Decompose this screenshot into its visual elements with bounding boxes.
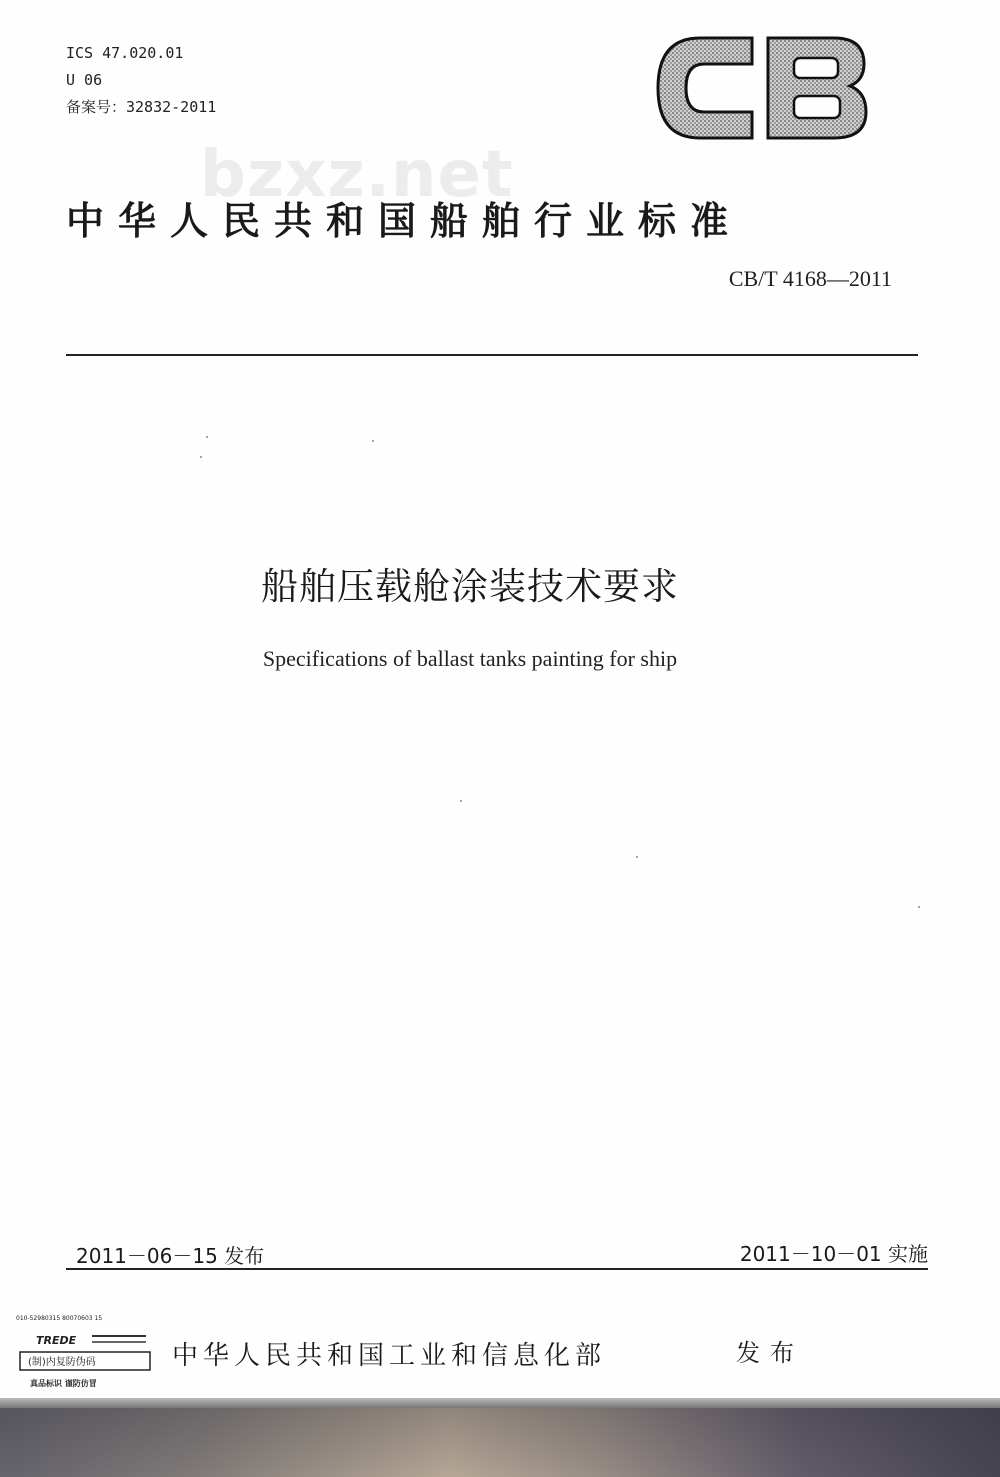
header-divider bbox=[66, 354, 918, 356]
scan-speck bbox=[200, 456, 202, 458]
scan-speck bbox=[372, 440, 374, 442]
footer-divider bbox=[66, 1268, 928, 1270]
logo-b-shape bbox=[768, 38, 866, 138]
publisher-name: 中华人民共和国工业和信息化部 bbox=[172, 1341, 607, 1371]
cb-logo bbox=[652, 32, 872, 144]
logo-c-shape bbox=[658, 38, 752, 138]
stamp-brand: TREDE bbox=[36, 1334, 77, 1347]
page-edge-shadow bbox=[0, 1398, 1000, 1408]
classification-block bbox=[66, 40, 216, 121]
document-title-chinese: 船舶压载舱涂装技术要求 bbox=[261, 565, 679, 608]
anti-counterfeit-stamp bbox=[14, 1312, 164, 1392]
release-date: 2011－06－15 发布 bbox=[76, 1244, 265, 1268]
standard-code: CB/T 4168—2011 bbox=[728, 266, 892, 291]
photo-backdrop bbox=[0, 1408, 1000, 1477]
scan-speck bbox=[918, 906, 920, 908]
stamp-line3: (制)内复防伪码 bbox=[28, 1357, 96, 1368]
effective-date: 2011－10－01 实施 bbox=[739, 1242, 928, 1266]
stamp-line1: 010-52980315 80070603 15 bbox=[16, 1315, 103, 1322]
scan-speck bbox=[206, 436, 208, 438]
document-title-english: Specifications of ballast tanks painting for ship bbox=[262, 646, 678, 671]
industry-standard-title: 中华人民共和国船舶行业标准 bbox=[66, 199, 743, 243]
record-number: 备案号：32832-2011 bbox=[66, 98, 217, 116]
stamp-line4: 真品标识 谨防仿冒 bbox=[30, 1379, 97, 1388]
scan-speck bbox=[636, 856, 638, 858]
watermark-text: bzxz.net bbox=[200, 138, 514, 212]
ics-code: ICS 47.020.01 bbox=[66, 44, 184, 62]
class-code: U 06 bbox=[66, 71, 103, 89]
scan-speck bbox=[460, 800, 462, 802]
publisher-suffix: 发布 bbox=[736, 1339, 804, 1367]
